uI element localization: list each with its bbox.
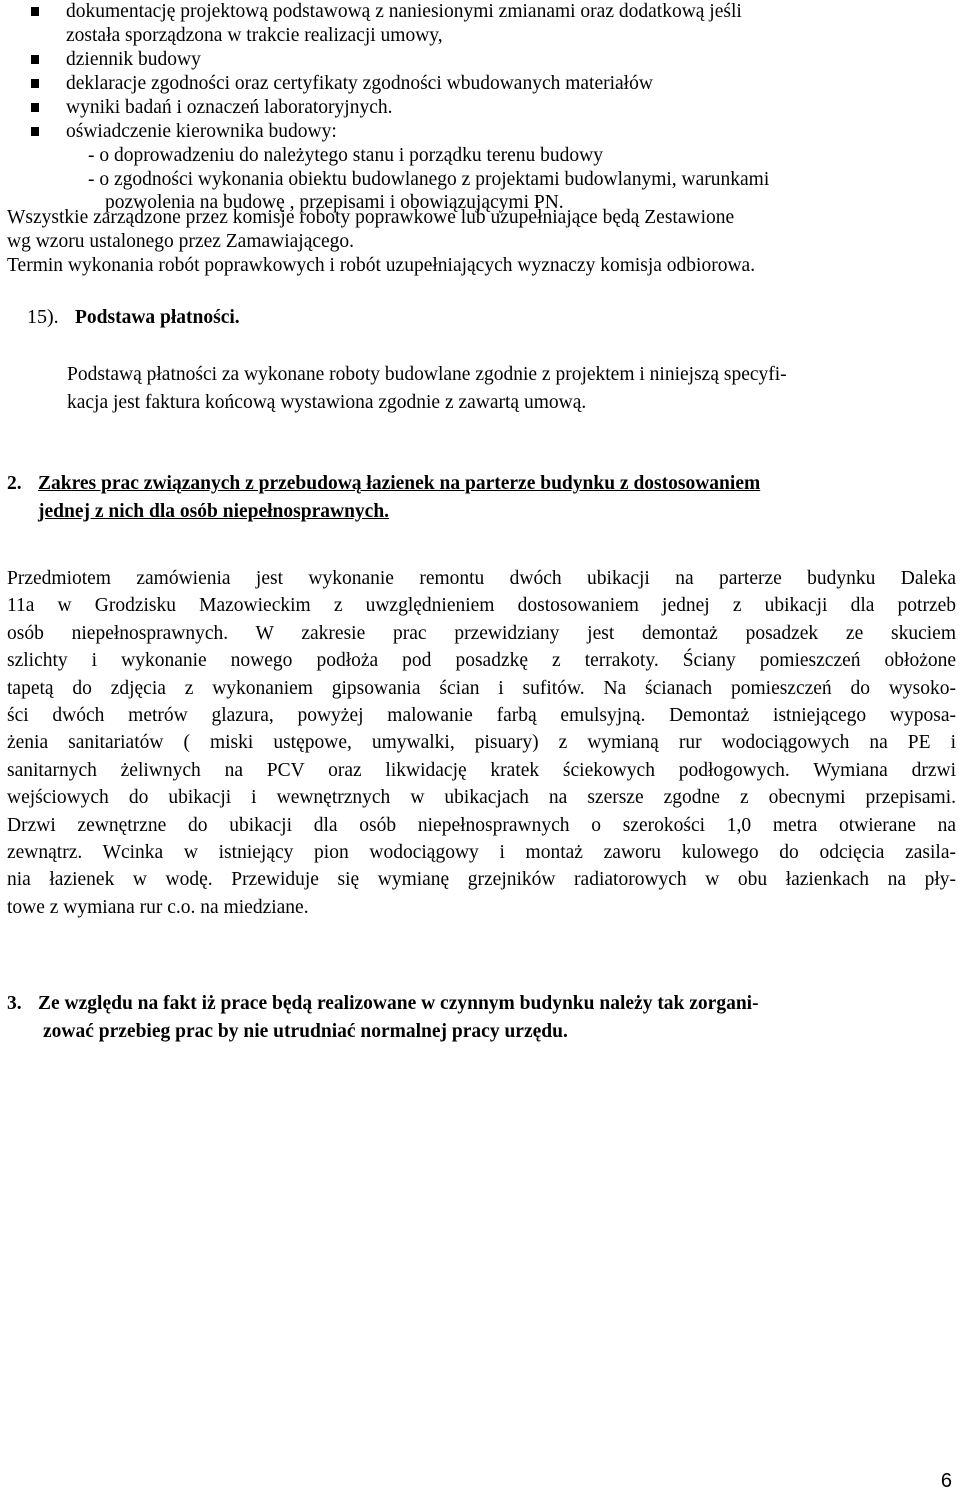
- paragraph-line: wejściowych do ubikacji i wewnętrznych w ubikacjach na szersze zgodne z obecnymi przepisami.: [7, 787, 956, 809]
- section-heading: [27, 305, 240, 330]
- paragraph-line: Wszystkie zarządzone przez komisje roboty poprawkowe lub uzupełniające będą Zestawione: [7, 207, 735, 228]
- list-item-text: deklaracje zgodności oraz certyfikaty zgodności wbudowanych materiałów: [66, 73, 653, 94]
- section-number: 3.: [7, 993, 22, 1014]
- paragraph-line: 11a w Grodzisku Mazowieckim z uwzględnieniem dostosowaniem jednej z ubikacji dla potrzeb: [7, 595, 956, 617]
- section-title: jednej z nich dla osób niepełnosprawnych.: [38, 501, 390, 522]
- list-item-text: dziennik budowy: [66, 49, 201, 70]
- paragraph-line: szlichty i wykonanie nowego podłoża pod posadzkę z terrakoty. Ściany pomieszczeń obłożone: [7, 650, 956, 672]
- paragraph-line: wg wzoru ustalonego przez Zamawiającego.: [7, 231, 355, 252]
- paragraph-line: sanitarnych żeliwnych na PCV oraz likwidację kratek ściekowych podłogowych. Wymiana drzwi: [7, 759, 956, 781]
- section-number: 2.: [7, 473, 22, 494]
- paragraph-line: zewnątrz. Wcinka w istniejący pion wodociągowy i montaż zaworu kulowego do odcięcia zasila-: [7, 842, 956, 864]
- square-bullet-icon: [31, 79, 39, 88]
- payment-paragraph: [67, 361, 957, 417]
- list-item-text: dokumentację projektową podstawową z naniesionymi zmianami oraz dodatkową jeśli: [66, 1, 742, 22]
- section-title: Ze względu na fakt iż prace będą realizowane w czynnym budynku należy tak zorgani-: [38, 993, 759, 1014]
- square-bullet-icon: [31, 55, 39, 64]
- paragraph-line: ści dwóch metrów glazura, powyżej malowanie farbą emulsyjną. Demontaż istniejącego wyposa-: [7, 705, 956, 727]
- paragraph-line: żenia sanitariatów ( miski ustępowe, umywalki, pisuary) z wymianą rur wodociągowych na PE i: [7, 732, 956, 754]
- list-item: [31, 72, 951, 96]
- list-item: [31, 0, 951, 48]
- list-item-text: oświadczenie kierownika budowy:: [66, 121, 337, 142]
- paragraph-line: osób niepełnosprawnych. W zakresie prac przewidziany jest demontaż posadzek ze skuciem: [7, 622, 956, 644]
- list-item: [31, 96, 951, 120]
- section-title: zować przebieg prac by nie utrudniać normalnej pracy urzędu.: [43, 1021, 568, 1042]
- section-title: Podstawa płatności.: [75, 307, 240, 328]
- paragraph-line: kacja jest faktura końcową wystawiona zgodnie z zawartą umową.: [67, 392, 587, 413]
- list-item-text: wyniki badań i oznaczeń laboratoryjnych.: [66, 97, 393, 118]
- paragraph-line: tapetą do zdjęcia z wykonaniem gipsowania ścian i sufitów. Na ścianach pomieszczeń do wysoko-: [7, 677, 956, 699]
- page-number: 6: [940, 1470, 952, 1492]
- square-bullet-icon: [31, 127, 39, 136]
- square-bullet-icon: [31, 7, 39, 16]
- section-heading: [7, 470, 952, 526]
- section-number: 15).: [27, 306, 59, 328]
- paragraph-line: Drzwi zewnętrzne do ubikacji dla osób niepełnosprawnych o szerokości 1,0 metra otwierane na: [7, 814, 956, 836]
- sub-item-text: - o zgodności wykonania obiektu budowlanego z projektami budowlanymi, warunkami: [88, 168, 770, 190]
- paragraph-line: Przedmiotem zamówienia jest wykonanie remontu dwóch ubikacji na parterze budynku Daleka: [7, 568, 956, 589]
- list-item: [31, 120, 951, 215]
- paragraph-line: Podstawą płatności za wykonane roboty budowlane zgodnie z projektem i niniejszą specyfi-: [67, 364, 787, 385]
- list-item-text: została sporządzona w trakcie realizacji umowy,: [66, 25, 443, 46]
- list-item: [31, 48, 951, 72]
- paragraph-line: towe z wymiana rur c.o. na miedziane.: [7, 896, 309, 918]
- sub-item-text: pozwolenia na budowę , przepisami i obowiązującymi PN.: [105, 192, 564, 213]
- paragraph-line: Termin wykonania robót poprawkowych i robót uzupełniających wyznaczy komisja odbiorowa.: [7, 255, 756, 276]
- bullet-list: [31, 0, 951, 215]
- sub-item-text: - o doprowadzeniu do należytego stanu i porządku terenu budowy: [88, 145, 603, 166]
- square-bullet-icon: [31, 103, 39, 112]
- section-heading: [7, 990, 952, 1046]
- body-paragraph: [7, 565, 956, 921]
- section-title: Zakres prac związanych z przebudową łazienek na parterze budynku z dostosowaniem: [38, 473, 761, 494]
- paragraph-line: nia łazienek w wodę. Przewiduje się wymianę grzejników radiatorowych w obu łazienkach na pły-: [7, 869, 956, 891]
